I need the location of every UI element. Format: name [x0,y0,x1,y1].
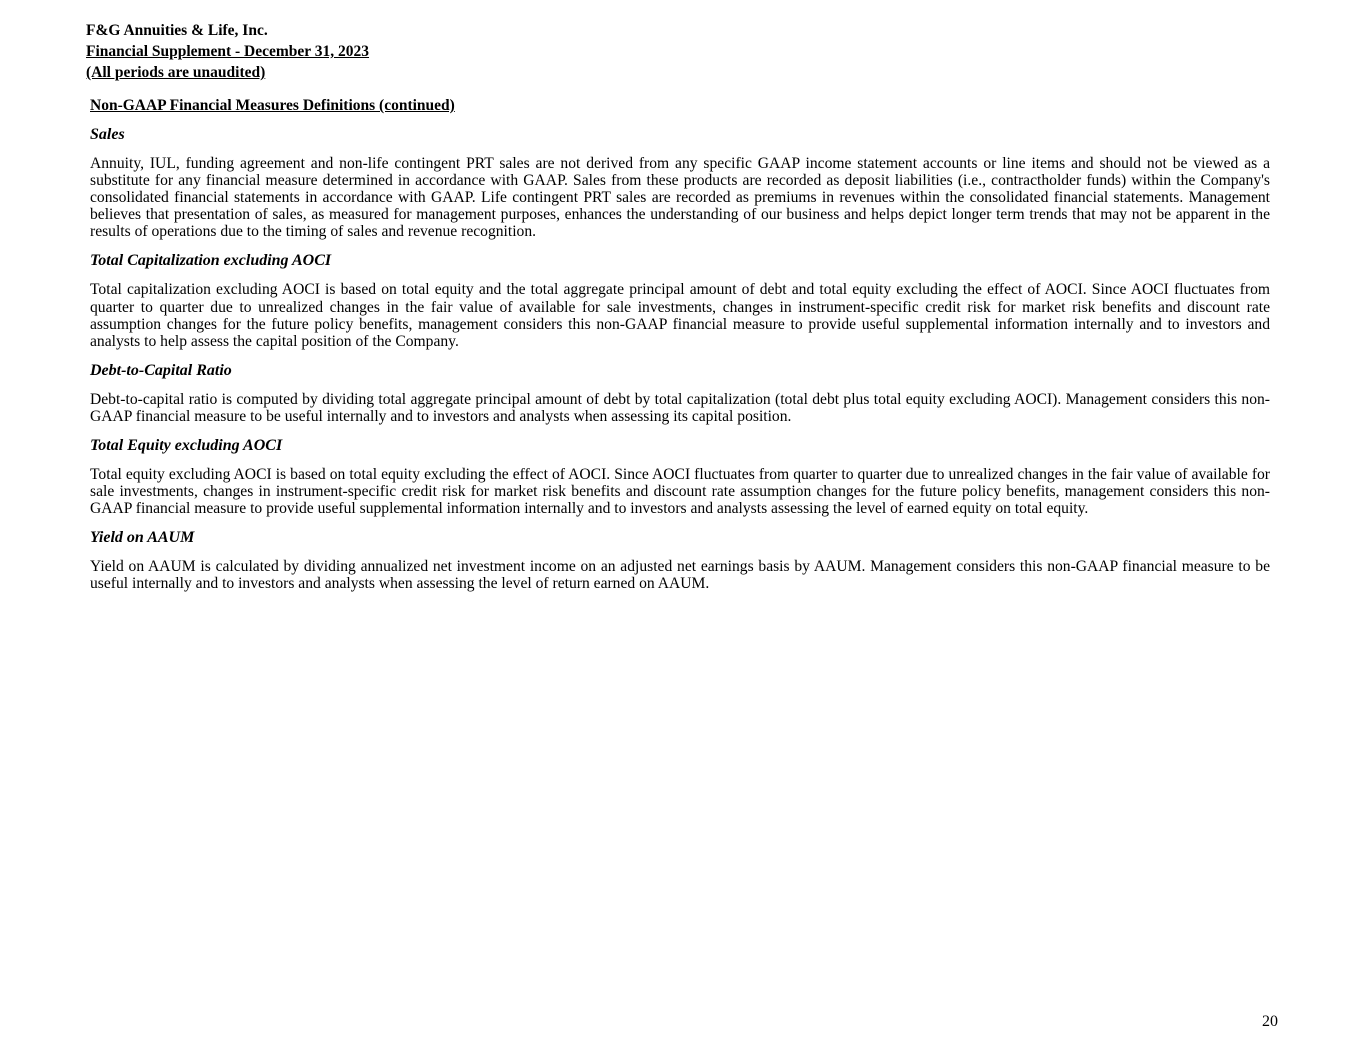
company-name: F&G Annuities & Life, Inc. [86,22,268,39]
definition-text: Yield on AAUM is calculated by dividing annualized net investment income on an adjusted net earnings basis by AAUM. Management considers this non-GAAP financial measure to be useful internally and to investors and analysts when assessing the level of return earned on AAUM. [90,558,1270,593]
definition-total-equity [90,436,1270,517]
definition-heading: Yield on AAUM [90,529,195,547]
definition-total-capitalization [90,251,1270,349]
supplement-title: Financial Supplement - December 31, 2023 [86,43,370,60]
definition-text: Total capitalization excluding AOCI is based on total equity and the total aggregate principal amount of debt and total equity excluding the effect of AOCI. Since AOCI fluctuates from quarter to quarter due to unrealized changes in the fair value of available for sale investments, changes in instrument-specific credit risk for market risk benefits and discount rate assumption changes for the future policy benefits, management considers this non-GAAP financial measure to provide useful supplemental information internally and to investors and analysts to help assess the capital position of the Company. [90,281,1270,350]
definition-heading: Sales [90,126,125,143]
page-number: 20 [1262,1013,1278,1030]
definition-debt-to-capital [90,361,1270,425]
unaudited-note: (All periods are unaudited) [86,64,266,81]
definition-yield-on-aaum [90,528,1270,592]
section-title: Non-GAAP Financial Measures Definitions (continued) [90,97,455,114]
document-header [86,20,369,83]
definition-heading: Debt-to-Capital Ratio [90,361,232,379]
definition-text: Total equity excluding AOCI is based on total equity excluding the effect of AOCI. Since AOCI fluctuates from quarter to quarter due to unrealized changes in the fair value of available for sale investments, changes in instrument-specific credit risk for market risk benefits and discount rate assumption changes for the future policy benefits, management considers this non-GAAP financial measure to provide useful supplemental information internally and to investors and analysts assessing the level of earned equity on total equity. [90,466,1270,518]
definitions-content [90,96,1270,604]
definition-sales [90,125,1270,240]
definition-heading: Total Capitalization excluding AOCI [90,252,332,270]
definition-text: Annuity, IUL, funding agreement and non-life contingent PRT sales are not derived from any specific GAAP income statement accounts or line items and should not be viewed as a substitute for any financial measure determined in accordance with GAAP. Sales from these products are recorded as deposit liabilities (i.e., contractholder funds) within the Company's consolidated financial statements in accordance with GAAP. Life contingent PRT sales are recorded as premiums in revenues within the consolidated financial statements. Management believes that presentation of sales, as measured for management purposes, enhances the understanding of our business and helps depict longer term trends that may not be apparent in the results of operations due to the timing of sales and revenue recognition. [90,155,1270,241]
definition-heading: Total Equity excluding AOCI [90,437,283,455]
definition-text: Debt-to-capital ratio is computed by dividing total aggregate principal amount of debt by total capitalization (total debt plus total equity excluding AOCI). Management considers this non-GAAP financial measure to be useful internally and to investors and analysts when assessing its capital position. [90,390,1270,425]
